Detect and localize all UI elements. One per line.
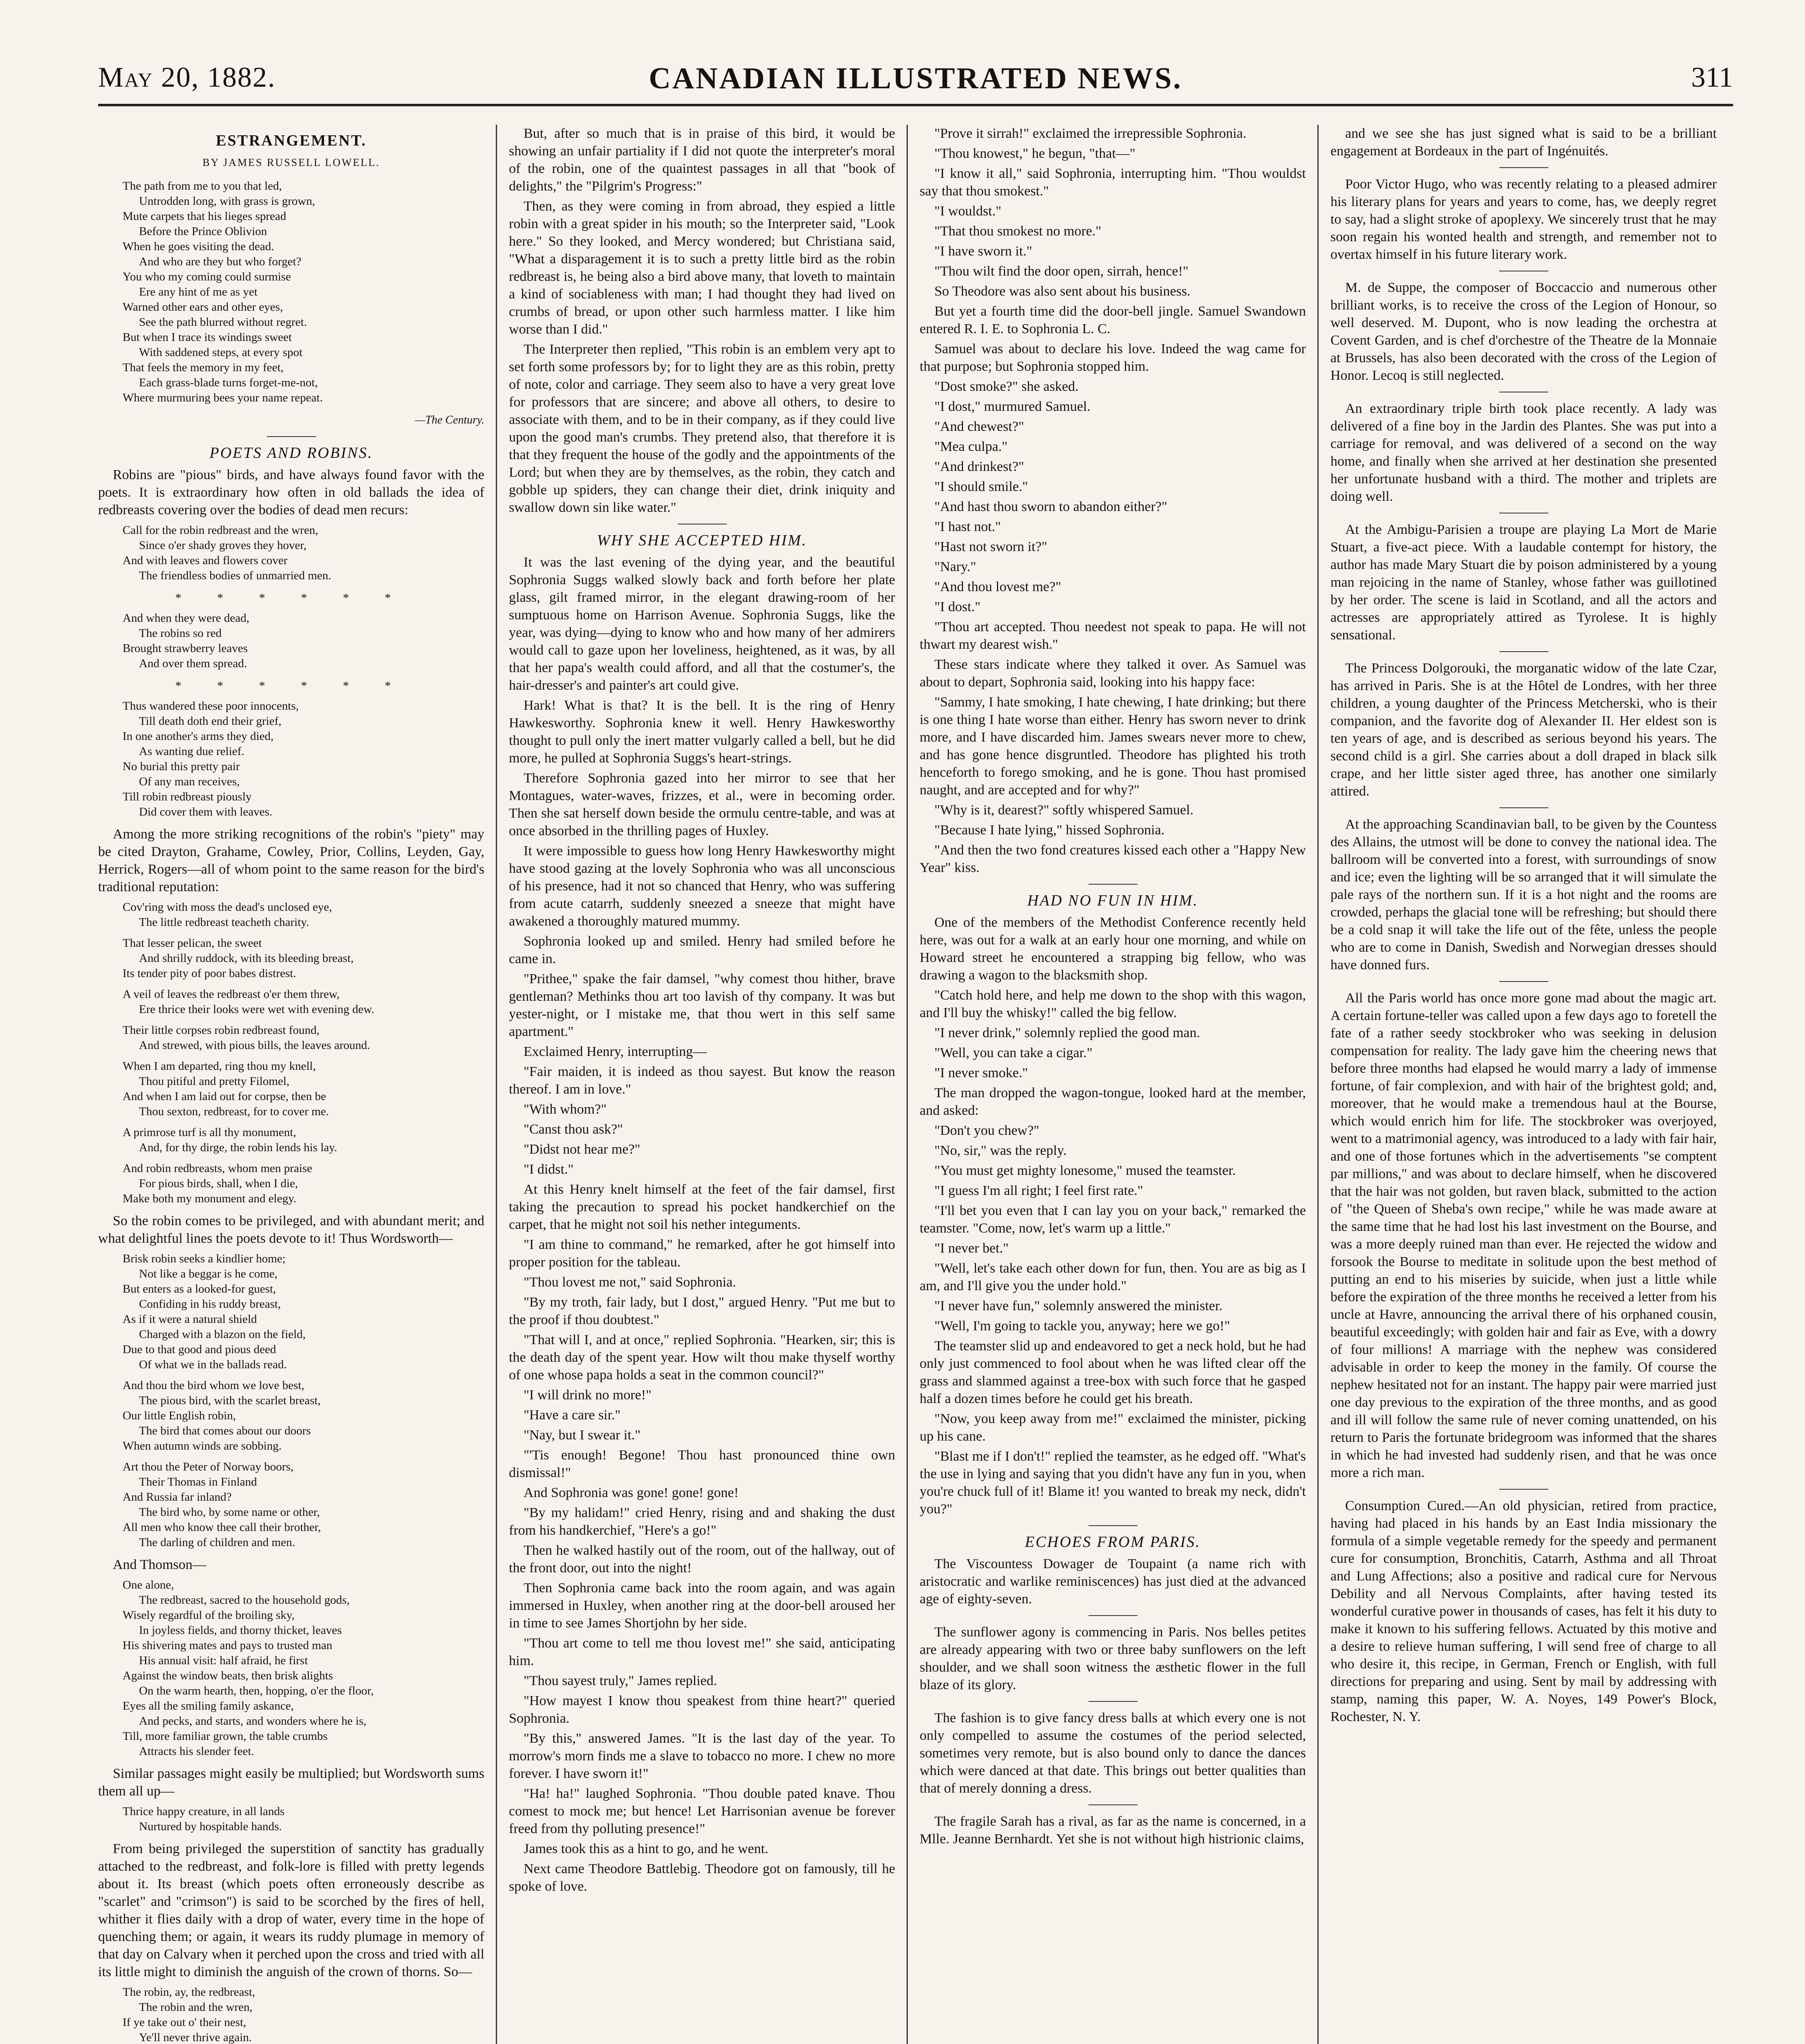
verse-line: Ere any hint of me as yet: [139, 285, 258, 298]
verse-line: Our little English robin,: [123, 1409, 236, 1422]
verse-line: Did cover them with leaves.: [139, 805, 273, 818]
paragraph: "Because I hate lying," hissed Sophronia.: [934, 823, 1165, 838]
verse: [123, 1059, 484, 1119]
verse-line: But enters as a looked-for guest,: [123, 1282, 276, 1295]
paragraph: "Thou art come to tell me thou lovest me!" she said, anticipating him.: [509, 1636, 895, 1668]
verse-line: When I am departed, ring thou my knell,: [123, 1060, 316, 1073]
paragraph: And Thomson—: [113, 1557, 206, 1572]
paragraph: "'Tis enough! Begone! Thou hast pronounced thine own dismissal!": [509, 1448, 895, 1480]
separator: [1088, 1804, 1138, 1805]
paragraph: "I never drink," solemnly replied the good man.: [934, 1025, 1200, 1040]
paragraph: "By my troth, fair lady, but I dost," argued Henry. "Put me but to the proof if thou doubtest.": [509, 1295, 895, 1327]
separator: [1088, 1615, 1138, 1616]
verse: [123, 1459, 484, 1550]
article-body-why-she-accepted-him: [509, 554, 895, 1895]
paragraph: The sunflower agony is commencing in Paris. Nos belles petites are already appearing with two or three baby sunflowers on the left shoulder, and we shall soon witness the æsthetic flower in the full blaze of its glory.: [920, 1625, 1306, 1692]
verse-line: Make both my monument and elegy.: [123, 1192, 296, 1205]
paragraph: "Ha! ha!" laughed Sophronia. "Thou double pated knave. Thou comest to mock me; but hence! Let Harrisonian avenue be forever freed from thy polluting presence!": [509, 1786, 895, 1836]
verse: [123, 699, 484, 820]
paragraph: "Thou sayest truly," James replied.: [524, 1673, 717, 1688]
paragraph: "By this," answered James. "It is the last day of the year. To morrow's morn finds me a slave to tobacco no more. I chew no more forever. I have sworn it!": [509, 1731, 895, 1781]
paragraph: "Well, let's take each other down for fun, then. You are as big as I am, and I'll give you the under hold.": [920, 1261, 1306, 1293]
paragraph: "Nay, but I swear it.": [524, 1428, 641, 1443]
verse-line: Till, more familiar grown, the table crumbs: [123, 1730, 328, 1743]
separator: [1499, 651, 1548, 652]
verse-line: And when I am laid out for corpse, then be: [123, 1090, 326, 1103]
issue-date: May 20, 1882.: [98, 62, 276, 93]
verse-line: Warned other ears and other eyes,: [123, 300, 283, 314]
paragraph: "And hast thou sworn to abandon either?": [934, 499, 1167, 514]
verse-line: Confiding in his ruddy breast,: [139, 1298, 281, 1311]
paragraph: The man dropped the wagon-tongue, looked hard at the member, and asked:: [920, 1085, 1306, 1118]
paragraph: Then he walked hastily out of the room, out of the hallway, out of the front door, out into the night!: [509, 1543, 895, 1576]
separator: [1499, 167, 1548, 168]
paragraph: "Mea culpa.": [934, 439, 1008, 454]
verse-line: The robin and the wren,: [139, 2001, 253, 2014]
paragraph: "Now, you keep away from me!" exclaimed the minister, picking up his cane.: [920, 1411, 1306, 1444]
paragraph: "I dost," murmured Samuel.: [934, 399, 1091, 414]
paragraph: "I dost.": [934, 599, 981, 614]
paragraph: "Hast not sworn it?": [934, 539, 1048, 554]
verse-line: Nurtured by hospitable hands.: [139, 1820, 282, 1833]
paragraph: And Sophronia was gone! gone! gone!: [524, 1485, 739, 1500]
newspaper-page: [98, 53, 1733, 2044]
column-3: [920, 125, 1306, 2044]
verse: [123, 1378, 484, 1454]
paragraph: The fragile Sarah has a rival, as far as the name is concerned, in a Mlle. Jeanne Bernhardt. Yet she is not without high histrionic claims,: [920, 1814, 1306, 1847]
verse-line: And shrilly ruddock, with its bleeding breast,: [139, 952, 354, 965]
paragraph: "Sammy, I hate smoking, I hate chewing, I hate drinking; but there is one thing I hate worse than either. Henry has sworn never to drink more, and I have discarded him. James swears never more to chew, and has gone hence disgruntled. Theodore has plighted his troth henceforth to forego smoking, and he is gone. Thou hast promised naught, and are accepted and for why?": [920, 695, 1306, 798]
paragraph: "I never smoke.": [934, 1065, 1028, 1080]
verse-line: Of what we in the ballads read.: [139, 1358, 287, 1371]
source-signature: —The Century.: [415, 414, 484, 426]
verse: [123, 936, 484, 981]
asterism: * * * * * *: [175, 591, 408, 605]
paragraph: "I'll bet you even that I can lay you on your back," remarked the teamster. "Come, now, let's warm up a little.": [920, 1203, 1306, 1236]
article-body-echoes-continued: [1330, 125, 1717, 1726]
byline: BY JAMES RUSSELL LOWELL.: [202, 157, 380, 168]
column-2: [509, 125, 895, 2044]
verse-line: The robin, ay, the redbreast,: [123, 1986, 255, 1999]
verse: [123, 1125, 484, 1155]
verse-line: Brisk robin seeks a kindlier home;: [123, 1252, 286, 1265]
paragraph: At this Henry knelt himself at the feet of the fair damsel, first taking the precaution to spread his pocket handkerchief on the carpet, that he might not soil his nether integuments.: [509, 1182, 895, 1232]
paragraph: "I guess I'm all right; I feel first rate.": [934, 1183, 1143, 1198]
article-title-had-no-fun-in-him: HAD NO FUN IN HIM.: [1027, 892, 1198, 909]
paragraph: Consumption Cured.—An old physician, retired from practice, having had placed in his hands by an East India missionary the formula of a simple vegetable remedy for the speedy and permanent cure for consumption, Bronchitis, Catarrh, Asthma and all Throat and Lung Affections; also a positive and radical cure for Nervous Debility and all Nervous Complaints, after having tested its wonderful curative power in thousands of cases, has felt it his duty to make it known to his suffering fellows. Actuated by this motive and a desire to relieve human suffering, I will send free of charge to all who desire it, this recipe, in German, French or English, with full directions for preparing and using. Sent by mail by addressing with stamp, naming this paper, W. A. Noyes, 149 Power's Block, Rochester, N. Y.: [1330, 1498, 1717, 1724]
paragraph: "Thou lovest me not," said Sophronia.: [524, 1275, 736, 1290]
verse-line: Of any man receives,: [139, 775, 240, 788]
paragraph: "Thou knowest," he begun, "that—": [934, 146, 1135, 161]
paragraph: At the approaching Scandinavian ball, to be given by the Countess des Allains, the utmost will be done to convey the national idea. The ballroom will be converted into a forest, with surroundings of snow and ice; even the lighting will be so arranged that it will simulate the pale rays of the northern sun. If it is a hot night and the rooms are crowded, perhaps the glacial tone will be refreshing; but should there be a cold snap it will take the life out of the fête, unless the people who are to come in Danish, Swedish and Norwegian dresses should have donned furs.: [1330, 817, 1717, 973]
verse-line: The pious bird, with the scarlet breast,: [139, 1394, 321, 1407]
paragraph: Exclaimed Henry, interrupting—: [524, 1044, 707, 1059]
separator: [1499, 807, 1548, 808]
verse-line: The friendless bodies of unmarried men.: [139, 569, 331, 582]
paragraph: M. de Suppe, the composer of Boccaccio and numerous other brilliant works, is to receive the cross of the Legion of Honour, so well deserved. M. Dupont, who is now leading the orchestra at Covent Garden, and is chef d'orchestre of the Theatre de la Monnaie at Brussels, has also been decorated with the cross of the Legion of Honor. Lecoq is still neglected.: [1330, 280, 1717, 383]
verse-line: And who are they but who forget?: [139, 255, 302, 268]
verse: [123, 1985, 484, 2044]
paragraph: "I know it all," said Sophronia, interrupting him. "Thou wouldst say that thou smokest.": [920, 166, 1306, 199]
paragraph: "I wouldst.": [934, 204, 1001, 219]
verse-line: Wisely regardful of the broiling sky,: [123, 1609, 295, 1622]
verse-line: Before the Prince Oblivion: [139, 225, 267, 238]
paragraph: "Prove it sirrah!" exclaimed the irrepressible Sophronia.: [934, 126, 1247, 141]
verse-line: Charged with a blazon on the field,: [139, 1328, 306, 1341]
paragraph: "Didst not hear me?": [524, 1142, 640, 1157]
paragraph: "I didst.": [524, 1162, 574, 1177]
separator: [1088, 884, 1138, 885]
paragraph: Therefore Sophronia gazed into her mirror to see that her Montagues, water-waves, frizzes, et al., were in becoming order. Then she sat herself down beside the ormulu centre-table, and was at once absorbed in the thrilling pages of Huxley.: [509, 771, 895, 838]
verse-line: Eyes all the smiling family askance,: [123, 1699, 294, 1712]
separator: [1499, 1489, 1548, 1490]
paragraph: Sophronia looked up and smiled. Henry had smiled before he came in.: [509, 934, 895, 966]
paragraph: But yet a fourth time did the door-bell jingle. Samuel Swandown entered R. I. E. to Sophronia L. C.: [920, 304, 1306, 336]
paragraph: The teamster slid up and endeavored to get a neck hold, but he had only just commenced to fool about when he was lifted clear off the grass and slammed against a tree-box with such force that he gasped half a dozen times before he could get his breath.: [920, 1338, 1306, 1406]
article-body-echoes-from-paris: [920, 1555, 1306, 1848]
separator: [1499, 981, 1548, 982]
paragraph: "No, sir," was the reply.: [934, 1143, 1067, 1158]
paragraph: So Theodore was also sent about his business.: [934, 284, 1191, 299]
article-title-poets-and-robins: POETS AND ROBINS.: [209, 444, 373, 462]
verse: [123, 1023, 484, 1053]
verse-line: The bird that comes about our doors: [139, 1424, 311, 1437]
paragraph: The Interpreter then replied, "This robin is an emblem very apt to set forth some professors by; for to light they are as this robin, pretty of note, color and carriage. They seem also to have a very great love for professors that are sincere; and above all others, to desire to associate with them, and to be in their company, as if they could live upon the good man's crumbs. They pretend also, that therefore it is that they frequent the house of the godly and the appointments of the Lord; but when they are by themselves, as the robin, they catch and gobble up spiders, they can change their diet, drink iniquity and swallow down sin like water.": [509, 342, 895, 515]
paragraph: The fashion is to give fancy dress balls at which every one is not only compelled to assume the costumes of the period selected, sometimes very remote, but is also bound only to dance the dances which were danced at that date. This brings out better qualities than that of merely donning a dress.: [920, 1710, 1306, 1796]
verse-line: As if it were a natural shield: [123, 1313, 257, 1326]
paragraph: "Well, I'm going to tackle you, anyway; here we go!": [934, 1318, 1230, 1334]
verse-line: No burial this pretty pair: [123, 760, 240, 773]
verse-line: And pecks, and starts, and wonders where he is,: [139, 1715, 367, 1728]
verse-line: His shivering mates and pays to trusted man: [123, 1639, 333, 1652]
verse-line: All men who know thee call their brother,: [123, 1521, 321, 1534]
paragraph: "And chewest?": [934, 419, 1024, 434]
paragraph: "Dost smoke?" she asked.: [934, 379, 1079, 394]
verse-line: Where murmuring bees your name repeat.: [123, 391, 323, 404]
verse-line: Art thou the Peter of Norway boors,: [123, 1460, 293, 1473]
verse-line: And when they were dead,: [123, 612, 250, 625]
page-number: 311: [1691, 62, 1733, 93]
paragraph: "How mayest I know thou speakest from thine heart?" queried Sophronia.: [509, 1693, 895, 1726]
paragraph: "I never bet.": [934, 1241, 1009, 1256]
paragraph: "Nary.": [934, 559, 976, 574]
poem-estrangement: [123, 179, 484, 406]
paragraph: It were impossible to guess how long Henry Hawkesworthy might have stood gazing at the lovely Sophronia who was all unconscious of his presence, had it not so chanced that Henry, who was suffering from acute catarrh, suddenly sneezed a sneeze that might have awakened a thoroughly matured mummy.: [509, 843, 895, 929]
article-title-why-she-accepted-him: WHY SHE ACCEPTED HIM.: [597, 532, 807, 549]
paragraph: "I will drink no more!": [524, 1387, 652, 1403]
paragraph: "And thou lovest me?": [934, 579, 1062, 594]
paragraph: Similar passages might easily be multiplied; but Wordsworth sums them all up—: [98, 1766, 484, 1799]
verse-line: The little redbreast teacheth charity.: [139, 916, 309, 929]
verse-line: Its tender pity of poor babes distrest.: [123, 967, 296, 980]
paragraph: "Thou art accepted. Thou needest not speak to papa. He will not thwart my dearest wish.": [920, 619, 1306, 652]
verse-line: Cov'ring with moss the dead's unclosed eye,: [123, 901, 332, 914]
column-divider: [907, 125, 908, 2044]
paragraph: "With whom?": [524, 1102, 607, 1117]
verse-line: Mute carpets that his lieges spread: [123, 210, 287, 223]
verse-line: That lesser pelican, the sweet: [123, 937, 262, 950]
verse-line: And strewed, with pious bills, the leaves around.: [139, 1039, 370, 1052]
paragraph: Among the more striking recognitions of the robin's "piety" may be cited Drayton, Grahame, Cowley, Prior, Collins, Leyden, Gay, Herrick, Rogers—all of whom point to the same reason for the bird's traditional reputation:: [98, 827, 484, 894]
separator: [267, 436, 316, 437]
paragraph: It was the last evening of the dying year, and the beautiful Sophronia Suggs walked slowly back and forth before her plate glass, gilt framed mirror, in the elegant drawing-room of her sumptuous home on Harrison Avenue. Sophronia Suggs, like the year, was dying—dying to know who and how many of her admirers would call to gaze upon her loveliness, heightened, as it was, by all that her papa's wealth could afford, and all that the costumer's, the hair-dresser's and painter's art could give.: [509, 555, 895, 693]
paragraph: The Viscountess Dowager de Toupaint (a name rich with aristocratic and warlike reminiscences) has just died at the advanced age of eighty-seven.: [920, 1556, 1306, 1607]
verse-line: When he goes visiting the dead.: [123, 240, 274, 253]
paragraph: "I have sworn it.": [934, 244, 1032, 259]
verse-line: Against the window beats, then brisk alights: [123, 1669, 333, 1682]
verse-line: His annual visit: half afraid, he first: [139, 1654, 308, 1667]
verse-line: As wanting due relief.: [139, 745, 244, 758]
verse-line: Ere thrice their looks were wet with evening dew.: [139, 1003, 374, 1016]
verse-line: And with leaves and flowers cover: [123, 554, 288, 567]
verse: [123, 1161, 484, 1206]
verse: [123, 987, 484, 1017]
verse-line: Not like a beggar is he come,: [139, 1267, 278, 1280]
column-4: [1330, 125, 1717, 2044]
paragraph: So the robin comes to be privileged, and with abundant merit; and what delightful lines the poets devote to it! Thus Wordsworth—: [98, 1213, 484, 1246]
paragraph: But, after so much that is in praise of this bird, it would be showing an unfair partiality if I did not quote the interpreter's moral of the robin, one of the quaintest passages in all that "book of delights," the "Pilgrim's Progress:": [509, 126, 895, 194]
paragraph: Robins are "pious" birds, and have always found favor with the poets. It is extraordinary how often in old ballads the idea of redbreasts covering over the bodies of dead men recurs:: [98, 467, 484, 518]
paragraph: "I hast not.": [934, 519, 1001, 534]
newspaper-title: CANADIAN ILLUSTRATED NEWS.: [649, 62, 1182, 95]
paragraph: Then, as they were coming in from abroad, they espied a little robin with a great spider in his mouth; so the Interpreter said, "Look here." So they looked, and Mercy wondered; but Christiana said, "What a disparagement it is to such a pretty little bird as the robin redbreast is, he being also a bird above many, that loveth to maintain a kind of sociableness with man; I had thought they had lived on crumbs of bread, or upon other such harmless matter. I like him worse than I did.": [509, 199, 895, 337]
paragraph: "That will I, and at once," replied Sophronia. "Hearken, sir; this is the death day of the spent year. How wilt thou make thyself worthy of one whose papa holds a seat in the common council?": [509, 1332, 895, 1383]
paragraph: These stars indicate where they talked it over. As Samuel was about to depart, Sophronia said, looking into his happy face:: [920, 657, 1306, 690]
verse-line: Thrice happy creature, in all lands: [123, 1805, 285, 1818]
verse: [123, 1804, 484, 1834]
paragraph: One of the members of the Methodist Conference recently held here, was out for a walk at an early hour one morning, and while on Howard street he encountered a strapping big fellow, who was drawing a wagon to the blacksmith shop.: [920, 915, 1306, 983]
paragraph: "Blast me if I don't!" replied the teamster, as he edged off. "What's the use in lying and saying that you didn't have any fun in you, when you're chuck full of it! Blame it! you wanted to break my neck, didn't you?": [920, 1449, 1306, 1517]
paragraph: "Don't you chew?": [934, 1123, 1039, 1138]
columns: [98, 125, 1733, 2044]
verse-line: Untrodden long, with grass is grown,: [139, 195, 315, 208]
paragraph: "Prithee," spake the fair damsel, "why comest thou hither, brave gentleman? Methinks thou art too lavish of thy company. It was but yester-night, or I mistake me, that thou wert in this self same apartment.": [509, 971, 895, 1039]
paragraph: "I never have fun," solemnly answered the minister.: [934, 1298, 1223, 1313]
paragraph: "Well, you can take a cigar.": [934, 1045, 1093, 1060]
paragraph: "That thou smokest no more.": [934, 224, 1102, 239]
verse-line: The robins so red: [139, 627, 222, 640]
paragraph: From being privileged the superstition of sanctity has gradually attached to the redbreast, and folk-lore is filled with pretty legends about it. Its breast (which poets often erroneously describe as "scarlet" and "crimson") is said to be scorched by the fires of hell, whither it flies daily with a drop of water, every time in the hope of quenching them; or again, it wears its ruddy plumage in memory of that day on Calvary when it perched upon the cross and tried with all its little might to diminish the anguish of the crown of thorns. So—: [98, 1841, 484, 1979]
verse-line: But when I trace its windings sweet: [123, 331, 292, 344]
verse-line: Brought strawberry leaves: [123, 642, 248, 655]
verse-line: Their Thomas in Finland: [139, 1475, 257, 1488]
verse-line: And Russia far inland?: [123, 1490, 232, 1504]
verse-line: Till death doth end their grief,: [139, 715, 282, 728]
paragraph: "By my halidam!" cried Henry, rising and and shaking the dust from his handkerchief, "Here's a go!": [509, 1505, 895, 1538]
article-title-estrangement: ESTRANGEMENT.: [216, 132, 367, 149]
article-title-echoes-from-paris: ECHOES FROM PARIS.: [1025, 1533, 1201, 1551]
verse: [123, 900, 484, 930]
verse-line: In one another's arms they died,: [123, 730, 274, 743]
verse-line: With saddened steps, at every spot: [139, 346, 302, 359]
asterism: * * * * * *: [175, 679, 408, 693]
paragraph: "Have a care sir.": [524, 1407, 621, 1423]
verse-line: For pious birds, shall, when I die,: [139, 1177, 298, 1190]
verse-line: The bird who, by some name or other,: [139, 1506, 320, 1519]
verse-line: Till robin redbreast piously: [123, 790, 252, 803]
paragraph: James took this as a hint to go, and he went.: [524, 1841, 768, 1856]
column-divider: [1317, 125, 1319, 2044]
verse-line: Each grass-blade turns forget-me-not,: [139, 376, 318, 389]
verse-line: And, for thy dirge, the robin lends his lay.: [139, 1141, 337, 1154]
verse: [123, 1578, 484, 1759]
masthead-rule: [98, 104, 1733, 106]
verse-line: See the path blurred without regret.: [139, 316, 307, 329]
paragraph: "And then the two fond creatures kissed each other a "Happy New Year" kiss.: [920, 843, 1306, 875]
verse-line: Attracts his slender feet.: [139, 1745, 254, 1758]
verse-line: Thus wandered these poor innocents,: [123, 699, 299, 713]
paragraph: Poor Victor Hugo, who was recently relating to a pleased admirer his literary plans for years and years to come, has, we deeply regret to say, had a slight stroke of apoplexy. We sincerely trust that he may soon regain his wonted health and strength, and remember not to overtax himself in his future literary work.: [1330, 177, 1717, 262]
article-continuation: [920, 125, 1306, 876]
verse: [123, 1251, 484, 1372]
paragraph: "Fair maiden, it is indeed as thou sayest. But know the reason thereof. I am in love.": [509, 1064, 895, 1097]
verse-line: The redbreast, sacred to the household gods,: [139, 1594, 350, 1607]
paragraph: Samuel was about to declare his love. Indeed the wag came for that purpose; but Sophronia stopped him.: [920, 341, 1306, 374]
verse-line: Their little corpses robin redbreast found,: [123, 1024, 320, 1037]
paragraph: "And drinkest?": [934, 459, 1024, 474]
verse-line: One alone,: [123, 1578, 174, 1591]
verse-line: When autumn winds are sobbing.: [123, 1439, 282, 1452]
column-1: [98, 125, 484, 2044]
verse-line: That feels the memory in my feet,: [123, 361, 284, 374]
column-divider: [496, 125, 497, 2044]
verse-line: Since o'er shady groves they hover,: [139, 539, 307, 552]
paragraph: "You must get mighty lonesome," mused the teamster.: [934, 1163, 1236, 1178]
verse: [123, 611, 484, 671]
paragraph: "Canst thou ask?": [524, 1122, 623, 1137]
verse-line: And thou the bird whom we love best,: [123, 1379, 305, 1392]
paragraph: The Princess Dolgorouki, the morganatic widow of the late Czar, has arrived in Paris. She is at the Hôtel de Londres, with her three children, a young daughter of the Princess Metcherski, who is their companion, and the favorite dog of Alexander II. Her eldest son is ten years of age, and is described as serious beyond his years. The second child is a girl. She carries about a doll draped in black silk crape, and her little sister aged three, has another one similarly attired.: [1330, 661, 1717, 799]
verse-line: Call for the robin redbreast and the wren,: [123, 524, 318, 537]
verse-line: If ye take out o' their nest,: [123, 2016, 246, 2029]
verse-line: The path from me to you that led,: [123, 179, 282, 193]
verse-line: Ye'll never thrive again.: [139, 2031, 252, 2044]
verse-line: On the warm hearth, then, hopping, o'er the floor,: [139, 1684, 374, 1697]
verse-line: The darling of children and men.: [139, 1536, 295, 1549]
paragraph: "Thou wilt find the door open, sirrah, hence!": [934, 264, 1189, 279]
verse-line: A primrose turf is all thy monument,: [123, 1126, 296, 1139]
verse: [123, 523, 484, 583]
paragraph: "I am thine to command," he remarked, after he got himself into proper position for the tableau.: [509, 1237, 895, 1270]
verse-line: And robin redbreasts, whom men praise: [123, 1162, 312, 1175]
paragraph: "Catch hold here, and help me down to the shop with this wagon, and I'll buy the whisky!" called the big fellow.: [920, 988, 1306, 1020]
paragraph: "Why is it, dearest?" softly whispered Samuel.: [934, 802, 1194, 818]
article-body-had-no-fun-in-him: [920, 914, 1306, 1518]
verse-line: You who my coming could surmise: [123, 270, 291, 283]
verse-line: Thou sexton, redbreast, for to cover me.: [139, 1105, 329, 1118]
paragraph: All the Paris world has once more gone mad about the magic art. A certain fortune-teller was called upon a few days ago to foretell the fate of a rather seedy stockbroker who was seeking in delusion compensation for reality. The lady gave him the cheering news that before three months had elapsed he would marry a lady of immense fortune, of fair complexion, and with hair of the brightest gold; and, moreover, that he would make a tremendous haul at the Bourse, which would enrich him for life. The stockbroker was overjoyed, went to a matrimonial agency, was introduced to a lady with fair hair, and one of those fortunes which in the advertisements "se comptent par millions," and was about to declare himself, when he discovered that the hair was not golden, but raven black, submitted to the action of "the Queen of Sheba's own recipe," while he was made aware at the same time that he had lost his last investment on the Bourse, and was a more deeply ruined man than ever. He rejected the widow and forsook the Bourse to meditate in solitude upon the best method of putting an end to his miseries by suicide, when just a little while before the expiration of the three months he received a letter from his uncle at Havre, announcing the arrival there of his orphaned cousin, beautiful exceedingly; with golden hair and fair as Eve, with a dowry of four millions! A marriage with the nephew was considered advisable in order to keep the money in the family. Of course the nephew hesitated not for an instant. The happy pair were married just one day previous to the expiration of the three months, and as good and ill will follow the same rule of never coming unattended, on his return to Paris the fortunate bridegroom was informed that the shares in which he had invested had suddenly risen, and that he was once more a rich man.: [1330, 991, 1717, 1480]
verse-line: A veil of leaves the redbreast o'er them threw,: [123, 988, 340, 1001]
verse-line: Due to that good and pious deed: [123, 1343, 276, 1356]
separator: [1088, 1525, 1138, 1526]
verse-line: And over them spread.: [139, 657, 247, 670]
paragraph: Hark! What is that? It is the bell. It is the ring of Henry Hawkesworthy. Sophronia knew it well. Henry Hawkesworthy thought to pull only the inert matter vulgarly called a bell, but he did more, he pulled at Sophronia Suggs's heart-strings.: [509, 698, 895, 766]
paragraph: Next came Theodore Battlebig. Theodore got on famously, till he spoke of love.: [509, 1861, 895, 1894]
paragraph: "I should smile.": [934, 479, 1028, 494]
paragraph: Then Sophronia came back into the room again, and was again immersed in Huxley, when another ring at the door-bell aroused her in time to see James Shortjohn by her side.: [509, 1580, 895, 1631]
verse-line: Thou pitiful and pretty Filomel,: [139, 1075, 290, 1088]
separator: [1088, 1701, 1138, 1702]
masthead: [98, 53, 1733, 102]
verse-line: In joyless fields, and thorny thicket, leaves: [139, 1624, 342, 1637]
paragraph: At the Ambigu-Parisien a troupe are playing La Mort de Marie Stuart, a five-act piece. With a laudable contempt for history, the author has made Mary Stuart die by poison administered by a young man rejoicing in the name of Stanley, whose father was guillotined by her order. The scene is laid in Scotland, and all the actors and actresses are appropriately attired as Tyrolese. It is highly sensational.: [1330, 522, 1717, 643]
paragraph: and we see she has just signed what is said to be a brilliant engagement at Bordeaux in the part of Ingénuités.: [1330, 126, 1717, 159]
paragraph: An extraordinary triple birth took place recently. A lady was delivered of a fine boy in the Jardin des Plantes. She was put into a carriage for removal, and was delivered of a second on the way home, and finally when she arrived at her destination she presented her unfortunate husband with a third. The mother and triplets are doing well.: [1330, 401, 1717, 504]
